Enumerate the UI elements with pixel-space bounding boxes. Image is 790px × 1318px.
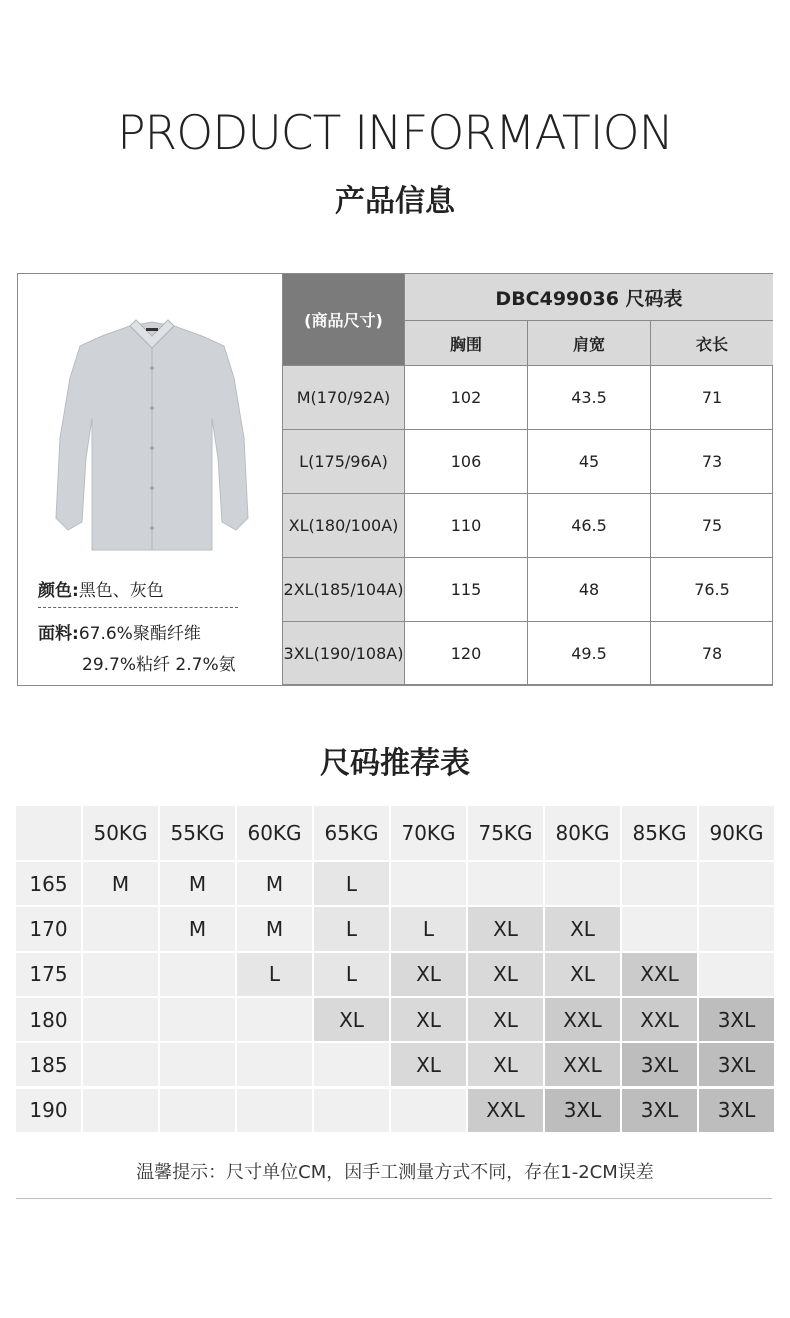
measurement-cell: 43.5	[527, 366, 650, 430]
product-photo-area	[18, 274, 282, 685]
size-recommendation-cell	[699, 862, 774, 905]
size-recommendation-cell	[391, 862, 466, 905]
measurement-cell: 76.5	[650, 558, 773, 622]
column-header: 肩宽	[527, 321, 650, 366]
size-recommendation-cell: M	[160, 907, 235, 950]
size-recommendation-cell: XXL	[622, 953, 697, 996]
size-recommendation-cell: M	[237, 862, 312, 905]
size-recommendation-cell	[314, 1043, 389, 1086]
size-recommendation-cell: XL	[391, 1043, 466, 1086]
size-recommendation-cell: 3XL	[699, 998, 774, 1041]
size-recommendation-cell	[160, 953, 235, 996]
size-recommendation-cell	[160, 998, 235, 1041]
size-recommendation-cell: XXL	[545, 1043, 620, 1086]
measurement-cell: 110	[404, 494, 527, 558]
measurement-cell: 46.5	[527, 494, 650, 558]
size-recommendation-cell: M	[160, 862, 235, 905]
size-recommendation-cell: XL	[468, 1043, 543, 1086]
measurement-cell: 106	[404, 430, 527, 494]
size-recommendation-cell: XXL	[622, 998, 697, 1041]
size-recommendation-cell: XL	[391, 953, 466, 996]
size-recommendation-cell: L	[314, 907, 389, 950]
size-recommendation-cell: L	[391, 907, 466, 950]
measurement-cell: 78	[650, 622, 773, 685]
fabric-info-line2: 29.7%粘纤 2.7%氨	[82, 655, 236, 675]
page-title-cn: 产品信息	[335, 184, 455, 219]
size-recommendation-cell: 3XL	[699, 1043, 774, 1086]
table-title: DBC499036 尺码表	[404, 274, 773, 321]
measurement-cell: 120	[404, 622, 527, 685]
measurement-cell: 102	[404, 366, 527, 430]
size-recommendation-cell: L	[237, 953, 312, 996]
size-label: L(175/96A)	[282, 430, 404, 494]
height-label: 180	[16, 998, 81, 1041]
size-recommendation-cell: M	[237, 907, 312, 950]
weight-header: 85KG	[622, 806, 697, 860]
size-recommendation-cell: XL	[468, 998, 543, 1041]
weight-header: 75KG	[468, 806, 543, 860]
size-recommendation-cell	[391, 1089, 466, 1132]
size-recommendation-cell	[622, 907, 697, 950]
fabric-info: 面料:67.6%聚酯纤维	[38, 624, 201, 644]
size-label: 2XL(185/104A)	[282, 558, 404, 622]
weight-header: 90KG	[699, 806, 774, 860]
size-recommendation-cell: 3XL	[622, 1043, 697, 1086]
measurement-cell: 73	[650, 430, 773, 494]
weight-header: 60KG	[237, 806, 312, 860]
measurement-cell: 115	[404, 558, 527, 622]
recommendation-title: 尺码推荐表	[320, 746, 470, 781]
measurement-cell: 48	[527, 558, 650, 622]
size-recommendation-cell: XL	[468, 953, 543, 996]
color-info: 颜色:黑色、灰色	[38, 581, 164, 601]
size-label: 3XL(190/108A)	[282, 622, 404, 685]
measurement-cell: 45	[527, 430, 650, 494]
size-recommendation-cell	[83, 1089, 158, 1132]
size-recommendation-cell: 3XL	[622, 1089, 697, 1132]
measurement-cell: 71	[650, 366, 773, 430]
size-recommendation-cell	[83, 907, 158, 950]
size-label: M(170/92A)	[282, 366, 404, 430]
size-header: (商品尺寸)	[282, 274, 404, 366]
size-recommendation-cell	[237, 1089, 312, 1132]
shirt-image	[52, 318, 252, 558]
size-recommendation-cell: XL	[391, 998, 466, 1041]
measurement-cell: 75	[650, 494, 773, 558]
height-label: 170	[16, 907, 81, 950]
weight-header: 65KG	[314, 806, 389, 860]
measurement-cell: 49.5	[527, 622, 650, 685]
weight-header: 70KG	[391, 806, 466, 860]
size-recommendation-cell	[83, 953, 158, 996]
size-recommendation-cell	[237, 998, 312, 1041]
page-title-en: PRODUCT INFORMATION	[117, 106, 673, 161]
height-label: 185	[16, 1043, 81, 1086]
size-recommendation-cell	[160, 1043, 235, 1086]
size-recommendation-cell	[237, 1043, 312, 1086]
divider	[38, 607, 238, 608]
size-recommendation-cell: XXL	[468, 1089, 543, 1132]
column-header: 胸围	[404, 321, 527, 366]
weight-header: 80KG	[545, 806, 620, 860]
bottom-divider	[16, 1198, 772, 1199]
size-recommendation-cell: XL	[314, 998, 389, 1041]
size-recommendation-cell: XL	[468, 907, 543, 950]
size-recommendation-cell: 3XL	[699, 1089, 774, 1132]
column-header: 衣长	[650, 321, 773, 366]
size-recommendation-cell	[160, 1089, 235, 1132]
size-table	[282, 274, 773, 685]
recommendation-grid	[16, 806, 776, 1134]
size-recommendation-cell: XL	[545, 953, 620, 996]
size-recommendation-cell	[699, 907, 774, 950]
size-recommendation-cell	[699, 953, 774, 996]
size-recommendation-cell	[468, 862, 543, 905]
size-recommendation-cell: M	[83, 862, 158, 905]
size-recommendation-cell	[314, 1089, 389, 1132]
size-recommendation-cell: L	[314, 862, 389, 905]
size-recommendation-cell: 3XL	[545, 1089, 620, 1132]
height-label: 165	[16, 862, 81, 905]
corner-cell	[16, 806, 81, 860]
size-recommendation-cell	[83, 1043, 158, 1086]
height-label: 190	[16, 1089, 81, 1132]
weight-header: 50KG	[83, 806, 158, 860]
size-recommendation-cell	[545, 862, 620, 905]
size-recommendation-cell: L	[314, 953, 389, 996]
footer-note: 温馨提示：尺寸单位CM，因手工测量方式不同，存在1-2CM误差	[136, 1162, 654, 1183]
size-recommendation-cell	[83, 998, 158, 1041]
weight-header: 55KG	[160, 806, 235, 860]
size-recommendation-cell: XXL	[545, 998, 620, 1041]
product-info-box	[17, 273, 773, 686]
size-recommendation-cell: XL	[545, 907, 620, 950]
height-label: 175	[16, 953, 81, 996]
size-label: XL(180/100A)	[282, 494, 404, 558]
size-recommendation-cell	[622, 862, 697, 905]
